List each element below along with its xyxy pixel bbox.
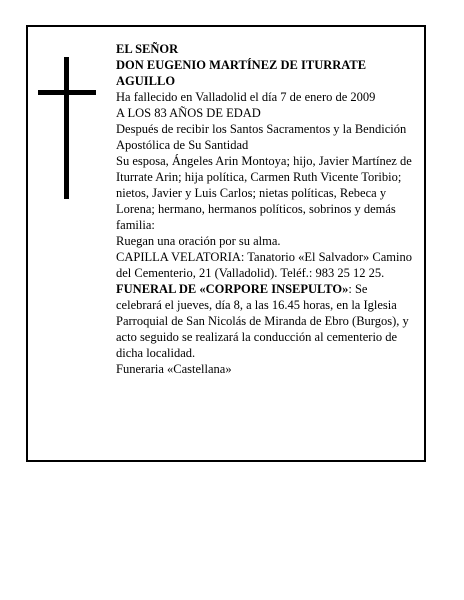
title-line: EL SEÑOR <box>116 42 179 56</box>
funeral-line <box>116 281 416 361</box>
obituary-notice-frame <box>26 25 426 462</box>
obituary-text <box>116 41 416 377</box>
age-line: A LOS 83 AÑOS DE EDAD <box>116 106 261 120</box>
prayer-line: Ruegan una oración por su alma. <box>116 234 281 248</box>
funeraria-line: Funeraria «Castellana» <box>116 362 232 376</box>
cross-icon <box>38 57 96 199</box>
family-line: Su esposa, Ángeles Arin Montoya; hijo, Javier Martínez de Iturrate Arin; hija política, Carmen Ruth Vicente Toribio; nietos, Javier y Luis Carlos; nietas políticas, Rebeca y Lorena; hermano, hermanos políticos, sobrinos y demás familia: <box>116 154 412 232</box>
death-date-line: Ha fallecido en Valladolid el día 7 de enero de 2009 <box>116 90 376 104</box>
deceased-name: DON EUGENIO MARTÍNEZ DE ITURRATE AGUILLO <box>116 58 367 88</box>
sacraments-line: Después de recibir los Santos Sacramentos y la Bendición Apostólica de Su Santidad <box>116 122 407 152</box>
funeral-label: FUNERAL DE «CORPORE INSEPULTO» <box>116 282 349 296</box>
funeral-text: : Se celebrará el jueves, día 8, a las 16.45 horas, en la Iglesia Parroquial de San Nicolás de Miranda de Ebro (Burgos), y acto seguido se realizará la conducción al cementerio de dicha localidad. <box>116 282 409 360</box>
chapel-line: CAPILLA VELATORIA: Tanatorio «El Salvador» Camino del Cementerio, 21 (Valladolid). Teléf.: 983 25 12 25. <box>116 250 412 280</box>
